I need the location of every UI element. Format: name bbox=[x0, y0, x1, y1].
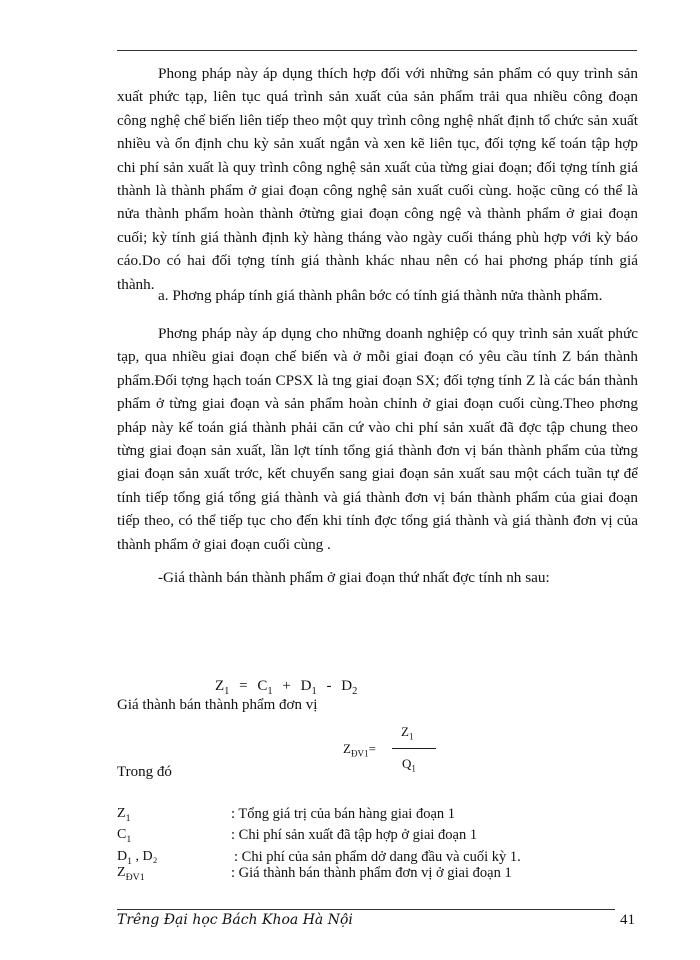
definition-description: : Chi phí của sản phẩm dở dang đầu và cuối kỳ 1. bbox=[234, 849, 521, 865]
footer-rule bbox=[117, 909, 615, 910]
page-number: 41 bbox=[620, 912, 635, 928]
formula-unit-lhs: $Z_{ĐV1}=$ bbox=[343, 741, 376, 759]
header-rule bbox=[117, 50, 637, 51]
formula-unit-denominator: $Q_1$ bbox=[402, 756, 416, 774]
formula-unit-cost bbox=[343, 724, 443, 774]
definition-description: : Chi phí sản xuất đã tập hợp ở giai đoạn 1 bbox=[231, 827, 478, 843]
definition-description: : Tổng giá trị của bán hàng giai đoạn 1 bbox=[231, 806, 456, 822]
formula-unit-numerator: $Z_1$ bbox=[401, 724, 414, 742]
paragraph-method-intro: Phong pháp này áp dụng thích hợp đối với những sản phẩm có quy trình sản xuất phức tạp, liên tục quá trình sản xuất của sản phẩm trải qua nhiều công đoạn công nghệ chế biến liên tiếp theo một quy trình công nghệ nhất định tổ chức sản xuất nhiều và ổn định chu kỳ sản xuất ngắn và xen kẽ liên tục, đối tợng kế toán tập hợp chi phí sản xuất là quy trình công nghệ sản xuất của từng giai đoạn; đối tợng tính giá thành là thành phẩm ở giai đoạn công nghệ sản xuất cuối cùng. hoặc cũng có thể là nửa thành phẩm hoàn thành ởtừng giai đoạn công ngệ và thành phẩm ở giai đoạn cuối; kỳ tính giá thành định kỳ hàng tháng vào ngày cuối tháng phù hợp với kỳ báo cáo.Do có hai đối tợng tính giá thành khác nhau nên có hai phơng pháp tính giá thành. bbox=[117, 65, 638, 293]
definition-symbol: $D_1$ , D₂ bbox=[117, 849, 158, 867]
where-label: Trong đó bbox=[117, 764, 172, 780]
definition-symbol: $C_1$ bbox=[117, 827, 132, 845]
definition-symbol: $Z_1$ bbox=[117, 806, 131, 824]
unit-price-label: Giá thành bán thành phẩm đơn vị bbox=[117, 697, 318, 713]
footer-university: Trêng Đại học Bách Khoa Hà Nội bbox=[117, 912, 353, 928]
paragraph-stage-one: -Giá thành bán thành phẩm ở giai đoạn thứ nhất đợc tính nh sau: bbox=[158, 569, 550, 586]
definition-symbol: $Z_{ĐV1}$ bbox=[117, 865, 145, 883]
fraction-bar bbox=[392, 748, 436, 749]
formula-total-cost: $Z_1 = C_1 + D_1 - D_2$ bbox=[215, 678, 358, 697]
paragraph-method-a: Phơng pháp này áp dụng cho những doanh nghiệp có quy trình sản xuất phức tạp, qua nhiều giai đoạn chế biến và ở mỗi giai đoạn có yêu cầu tính Z bán thành phẩm.Đối tợng hạch toán CPSX là tng giai đoạn SX; đối tợng tính Z là các bán thành phẩm ở từng giai đoạn và sản phẩm hoàn chỉnh ở giai đoạn cuối cùng.Theo phơng pháp này kế toán giá thành phải căn cứ vào chi phí sản xuất đã đợc tập chung theo từng giai đoạn sản xuất, lần lợt tính tổng giá thành đơn vị bán thành phẩm của từng giai đoạn sản xuất trớc, kết chuyển sang giai đoạn sản xuất sau một cách tuần tự để tính tiếp tổng giá tổng giá thành và giá thành đơn vị bán thành phẩm của giai đoạn tiếp theo, có thể tiếp tục cho đến khi tính đợc tổng giá thành và giá thành đơn vị của thành phẩm ở giai đoạn cuối cùng . bbox=[117, 325, 638, 553]
section-heading-a: a. Phơng pháp tính giá thành phân bớc có tính giá thành nửa thành phẩm. bbox=[158, 287, 603, 304]
definition-description: : Giá thành bán thành phẩm đơn vị ở giai đoạn 1 bbox=[231, 865, 512, 881]
